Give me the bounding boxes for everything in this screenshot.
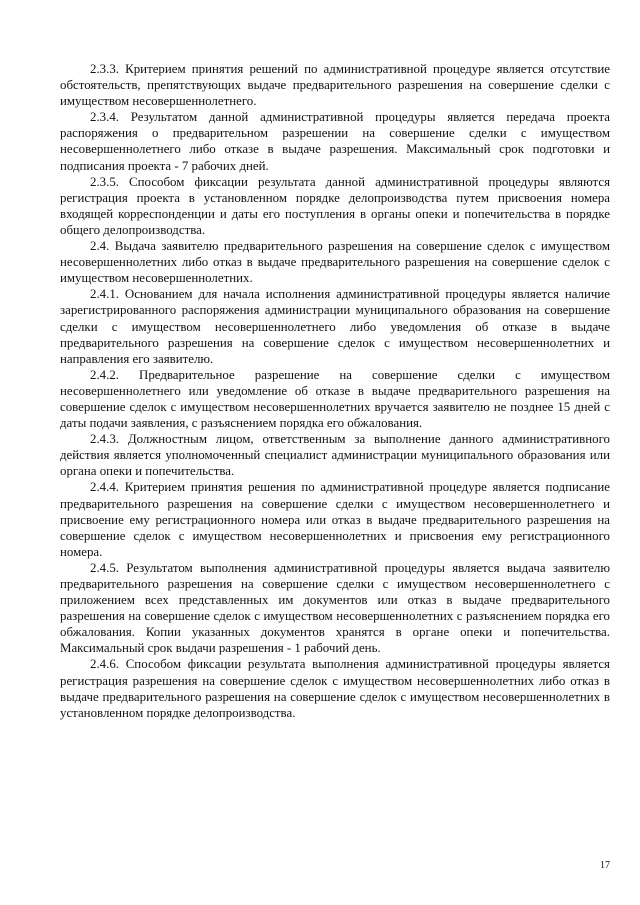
paragraph-2-4-3: 2.4.3. Должностным лицом, ответственным за выполнение данного административного действия является уполномоченный специалист администрации муниципального образования или органа опеки и попечительства.: [60, 432, 610, 479]
document-body: [60, 61, 610, 721]
paragraph-2-4-1: 2.4.1. Основанием для начала исполнения административной процедуры является наличие зарегистрированного распоряжения администрации муниципального образования на совершение сделки с имуществом несовершеннолетнего либо уведомления об отказе в выдаче предварительного разрешения на совершение сделок с имуществом несовершеннолетних и направления его заявителю.: [60, 287, 610, 366]
paragraph-2-3-4: 2.3.4. Результатом данной административной процедуры является передача проекта распоряжения о предварительном разрешении на совершение сделки с имуществом несовершеннолетнего либо отказе в выдаче разрешения. Максимальный срок подготовки и подписания проекта - 7 рабочих дней.: [60, 110, 610, 173]
paragraph-2-4-5: 2.4.5. Результатом выполнения административной процедуры является выдача заявителю предварительного разрешения на совершение сделки с имуществом несовершеннолетнего с приложением всех представленных им документов или отказ в выдаче предварительного разрешения на совершение сделок с имуществом несовершеннолетних с разъяснением порядка его обжалования. Копии указанных документов хранятся в органе опеки и попечительства. Максимальный срок выдачи разрешения - 1 рабочий день.: [60, 560, 610, 656]
paragraph-2-4-2: 2.4.2. Предварительное разрешение на совершение сделки с имуществом несовершеннолетнего или уведомление об отказе в выдаче предварительного разрешения на совершение сделок с имуществом несовершеннолетних вручается заявителю не позднее 15 дней с даты подачи заявления, с разъяснением порядка его обжалования.: [60, 367, 610, 431]
paragraph-2-4-4: 2.4.4. Критерием принятия решения по административной процедуре является подписание предварительного разрешения на совершение сделки с имуществом несовершеннолетнего и присвоение ему регистрационного номера или отказ в выдаче предварительного разрешения на совершение сделок с имуществом несовершеннолетних и присвоения ему регистрационного номера.: [60, 480, 610, 559]
paragraph-2-3-3: 2.3.3. Критерием принятия решений по административной процедуре является отсутствие обстоятельств, препятствующих выдаче предварительного разрешения на совершение сделки с имуществом несовершеннолетнего.: [60, 62, 610, 109]
paragraph-2-4: 2.4. Выдача заявителю предварительного разрешения на совершение сделок с имуществом несовершеннолетних либо отказ в выдаче предварительного разрешения на совершение сделок с имуществом несовершеннолетних.: [60, 239, 610, 286]
page-number: 17: [600, 860, 610, 871]
paragraph-2-4-6: 2.4.6. Способом фиксации результата выполнения административной процедуры является регистрация разрешения на совершение сделок с имуществом несовершеннолетних либо отказ в выдаче предварительного разрешения на совершение сделок с имуществом несовершеннолетних в установленном порядке делопроизводства.: [60, 657, 610, 720]
paragraph-2-3-5: 2.3.5. Способом фиксации результата данной административной процедуры являются регистрация проекта в установленном порядке делопроизводства путем присвоения номера входящей корреспонденции и даты его поступления в органы опеки и попечительства в порядке общего делопроизводства.: [60, 174, 610, 237]
